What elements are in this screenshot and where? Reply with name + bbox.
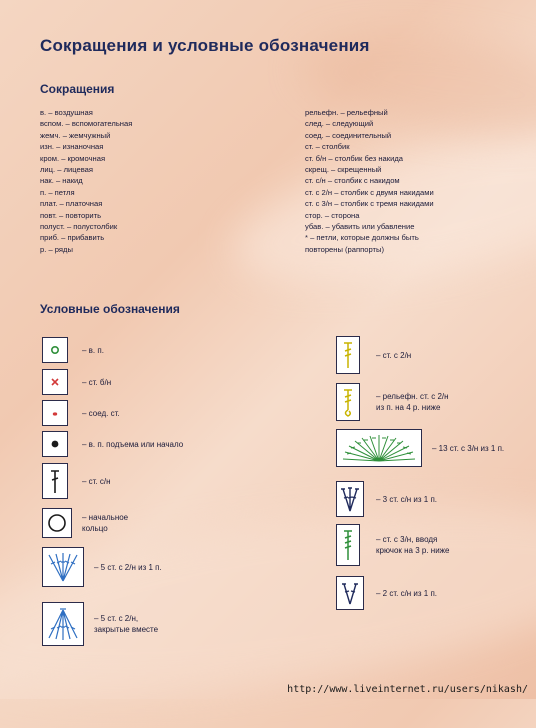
legend-row	[42, 463, 111, 499]
legend-row	[336, 429, 504, 467]
abbreviation-item: скрещ. – скрещенный	[305, 164, 382, 174]
legend-label: закрытые вместе	[94, 625, 159, 634]
legend-row	[42, 337, 104, 363]
chain-circle-icon	[42, 337, 68, 363]
watermark-url: http://www.liveinternet.ru/users/nikash/	[287, 684, 528, 695]
filled-dot-icon	[42, 431, 68, 457]
legend-label: из п. на 4 р. ниже	[376, 403, 441, 412]
legend-row	[42, 547, 162, 587]
legend-row	[336, 383, 449, 421]
legend-label: – в. п. подъема или начало	[82, 439, 184, 449]
legend-label: – соед. ст.	[82, 408, 120, 418]
long-treble-icon	[336, 524, 360, 566]
legend-row	[42, 369, 111, 395]
abbreviations-right-list	[305, 107, 434, 255]
abbreviation-item: стор. – сторона	[305, 210, 360, 220]
abbreviation-item: ст. с 2/н – столбик с двумя накидами	[305, 187, 434, 197]
legend-label: – 13 ст. с 3/н из 1 п.	[432, 443, 505, 453]
double-crochet-icon	[42, 463, 68, 499]
abbreviation-item: * – петли, которые должны быть	[305, 233, 419, 243]
abbreviation-item: кром. – кромочная	[40, 153, 106, 163]
abbreviation-item: лиц. – лицевая	[40, 164, 94, 174]
ring-icon	[42, 508, 72, 538]
two-dc-one-stitch-icon	[336, 576, 364, 610]
abbreviation-item: рельефн. – рельефный	[305, 108, 388, 117]
cross-icon	[42, 369, 68, 395]
page-title: Сокращения и условные обозначения	[40, 36, 370, 55]
abbreviation-item: соед. – соединительный	[305, 130, 392, 140]
abbreviation-item: в. – воздушная	[40, 108, 93, 117]
legend-row	[336, 336, 411, 374]
abbreviation-item: жемч. – жемчужный	[40, 130, 111, 140]
legend-label: – 5 ст. с 2/н из 1 п.	[94, 562, 162, 572]
abbreviations-heading: Сокращения	[40, 82, 115, 96]
abbreviations-left-list	[40, 107, 132, 255]
treble-crochet-icon	[336, 336, 360, 374]
relief-treble-icon	[336, 383, 360, 421]
legend-label: – 5 ст. с 2/н,	[94, 614, 139, 623]
abbreviation-item: п. – петля	[40, 187, 75, 197]
abbreviation-item: след. – следующий	[305, 119, 374, 129]
abbreviation-item: изн. – изнаночная	[40, 142, 104, 152]
legend-label: – ст. с 2/н	[376, 350, 412, 360]
abbreviation-item: приб. – прибавить	[40, 233, 105, 243]
legend-label: – ст. б/н	[82, 377, 112, 387]
legend-row	[42, 602, 158, 646]
legend-label: крючок на 3 р. ниже	[376, 546, 450, 555]
legend-row	[42, 508, 128, 538]
legend-label: – рельефн. ст. с 2/н	[376, 392, 449, 401]
legend-row	[42, 400, 120, 426]
three-dc-one-stitch-icon	[336, 481, 364, 517]
legend-label: кольцо	[82, 524, 108, 533]
abbreviation-item: вспом. – вспомогательная	[40, 119, 133, 129]
abbreviation-item: ст. с/н – столбик с накидом	[305, 176, 400, 186]
abbreviation-item: р. – ряды	[40, 244, 73, 254]
abbreviation-item: повторены (раппорты)	[305, 244, 384, 254]
symbols-heading: Условные обозначения	[40, 302, 180, 316]
legend-row	[336, 481, 437, 517]
legend-row	[42, 431, 183, 457]
abbreviation-item: повт. – повторить	[40, 210, 102, 220]
abbreviation-item: ст. – столбик	[305, 142, 350, 152]
slip-stitch-dot-icon	[42, 400, 68, 426]
legend-label: – 3 ст. с/н из 1 п.	[376, 494, 438, 504]
cluster-five-treble-icon	[42, 602, 84, 646]
abbreviation-item: ст. б/н – столбик без накида	[305, 153, 403, 163]
legend-label: – ст. с/н	[82, 476, 111, 486]
legend-row	[336, 524, 449, 566]
fan-five-treble-icon	[42, 547, 84, 587]
legend-label: – ст. с 3/н, вводя	[376, 535, 438, 544]
legend-label: – начальное	[82, 513, 129, 522]
abbreviation-item: ст. с 3/н – столбик с тремя накидами	[305, 199, 434, 209]
abbreviation-item: убав. – убавить или убавление	[305, 221, 415, 231]
legend-label: – 2 ст. с/н из 1 п.	[376, 588, 438, 598]
abbreviation-item: нак. – накид	[40, 176, 83, 186]
legend-label: – в. п.	[82, 345, 104, 355]
abbreviation-item: полуст. – полустолбик	[40, 221, 118, 231]
fan-thirteen-icon	[336, 429, 422, 467]
abbreviation-item: плат. – платочная	[40, 199, 103, 209]
legend-row	[336, 576, 437, 610]
